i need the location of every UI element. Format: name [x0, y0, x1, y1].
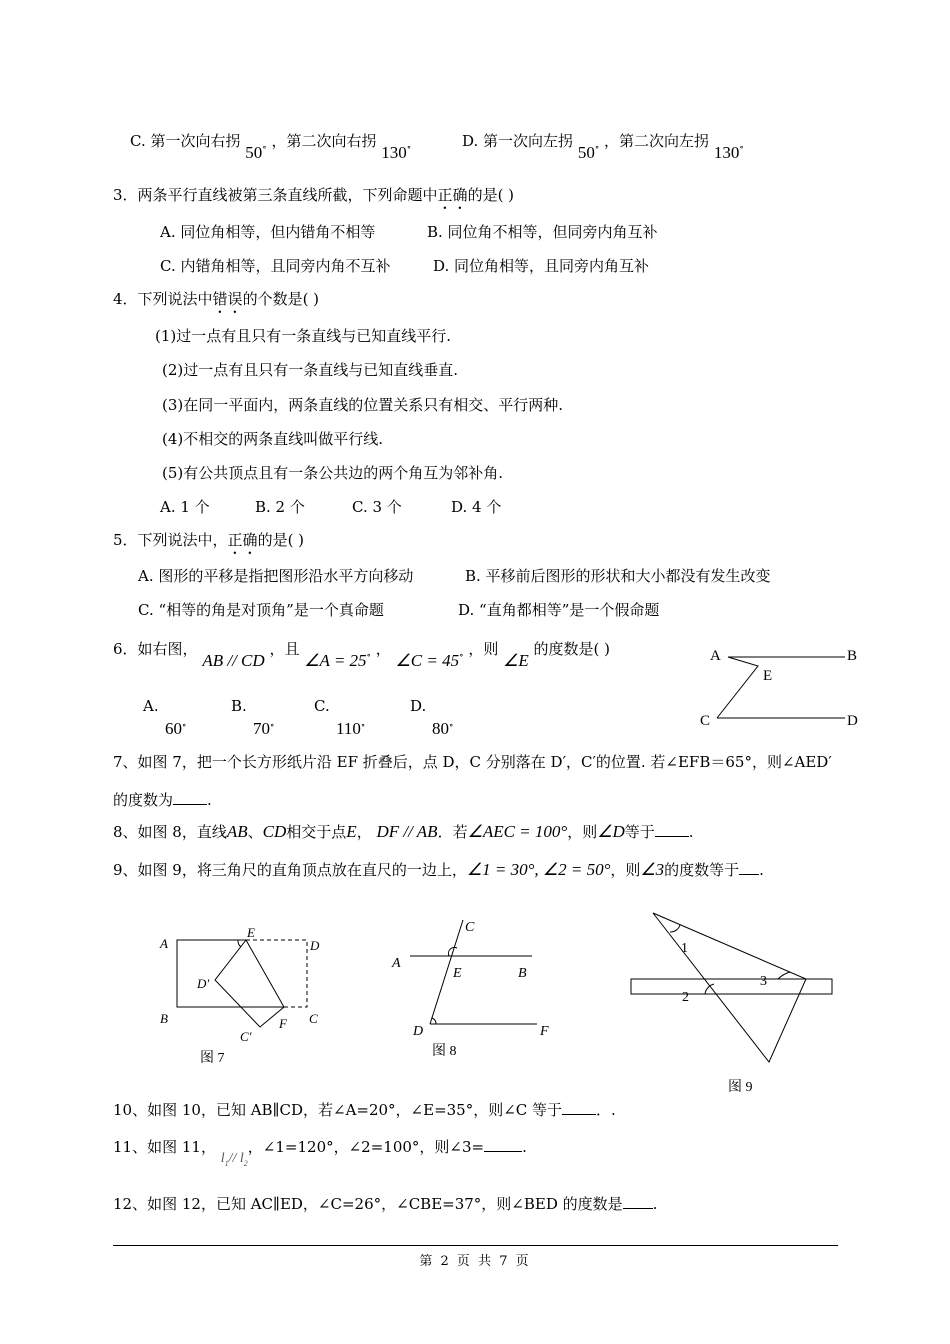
- figure-7: [150, 920, 340, 1070]
- q7-line2: 的度数为 .: [113, 791, 212, 809]
- q2-option-c-mid: ，第二次向右拐: [271, 132, 377, 150]
- q6-label-d: D: [847, 713, 858, 729]
- q12-answer-blank[interactable]: [623, 1194, 653, 1209]
- fig9-label-3: 3: [760, 974, 767, 989]
- fig8-label-a: A: [392, 956, 401, 971]
- fig8-label-c: C: [465, 920, 475, 935]
- fig7-label-b: B: [160, 1011, 168, 1026]
- figure-9: [620, 905, 845, 1100]
- q9-stem: 9、如图 9，将三角尺的直角顶点放在直尺的一边上，∠1 = 30°, ∠2 = 50°，则∠3的度数等于 .: [113, 860, 764, 879]
- q11-stem: 11、如图 11， $l_1//$ $l_2$，∠1=120°，∠2=100°，则∠3= .: [113, 1138, 527, 1168]
- fig8-label-e: E: [453, 966, 462, 981]
- figure-8: [385, 912, 570, 1062]
- q4-item-3: (3)在同一平面内，两条直线的位置关系只有相交、平行两种.: [162, 396, 564, 414]
- q2-option-c: C. 第一次向右拐 50∘ ，第二次向右拐 130∘: [130, 132, 412, 162]
- q5-option-d: D. “直角都相等”是一个假命题: [458, 601, 660, 619]
- q5-option-c: C. “相等的角是对顶角”是一个真命题: [138, 601, 384, 619]
- q4-option-a: A. 1 个: [160, 498, 210, 516]
- q6-option-b: B. 70∘: [231, 697, 275, 738]
- q3-option-b: B. 同位角不相等，但同旁内角互补: [427, 223, 658, 241]
- q10-answer-blank[interactable]: [562, 1100, 596, 1115]
- q4-option-c: C. 3 个: [352, 498, 402, 516]
- fig7-label-d: D: [310, 938, 320, 953]
- q6-option-d: D. 80∘: [410, 697, 454, 738]
- fig7-label-cprime: C′: [240, 1029, 252, 1044]
- fig7-label-e: E: [247, 925, 255, 940]
- q7-answer-blank[interactable]: [173, 790, 207, 805]
- q2-c-value1: 50: [245, 143, 263, 162]
- fig7-label-dprime: D′: [197, 976, 210, 991]
- q11-answer-blank[interactable]: [484, 1137, 522, 1152]
- q2-c-value2: 130: [381, 143, 407, 162]
- q10-stem: 10、如图 10，已知 AB∥CD，若∠A=20°，∠E=35°，则∠C 等于 ．.: [113, 1101, 616, 1119]
- q11-math-l1: $l_1//$ $l_2$: [220, 1151, 248, 1168]
- fig8-label-f: F: [540, 1024, 549, 1039]
- q6-stem: 6．如右图， AB // CD ，且 ∠A = 25∘ ， ∠C = 45∘ ，则 ∠E 的度数是( ): [113, 640, 610, 670]
- q6-label-a: A: [710, 648, 721, 664]
- q3-option-d: D. 同位角相等，且同旁内角互补: [433, 257, 650, 275]
- q2-d-value1: 50: [577, 143, 595, 162]
- q4-item-2: (2)过一点有且只有一条直线与已知直线垂直.: [162, 361, 459, 379]
- q4-option-d: D. 4 个: [451, 498, 502, 516]
- q12-stem: 12、如图 12，已知 AC∥ED，∠C=26°，∠CBE=37°，则∠BED 的度数是 .: [113, 1195, 658, 1213]
- q2-option-c-text: C. 第一次向右拐: [130, 132, 241, 150]
- q3-option-c: C. 内错角相等，且同旁内角不互补: [160, 257, 391, 275]
- q7-line1: 7、如图 7，把一个长方形纸片沿 EF 折叠后，点 D，C 分别落在 D′，C′的位置. 若∠EFB＝65°，则∠AED′: [113, 753, 832, 771]
- q3-emphasis: 正确: [437, 186, 468, 204]
- footer-rule: [113, 1245, 838, 1246]
- q6-option-a: A. 60∘: [143, 697, 187, 738]
- q6-option-c: C. 110∘: [314, 697, 366, 738]
- q8-answer-blank[interactable]: [655, 822, 689, 837]
- fig8-label-d: D: [413, 1024, 424, 1039]
- q2-option-d-mid: ，第二次向左拐: [604, 132, 710, 150]
- q2-option-d: D. 第一次向左拐 50∘ ，第二次向左拐 130∘: [462, 132, 744, 162]
- q2-d-value2: 130: [713, 143, 740, 162]
- q9-answer-blank[interactable]: [739, 860, 759, 875]
- fig9-label-1: 1: [681, 941, 688, 956]
- q6-math-angle-e: ∠E: [503, 651, 529, 670]
- fig7-label-a: A: [160, 936, 168, 951]
- fig8-caption: 图 8: [432, 1044, 457, 1059]
- fig9-caption: 图 9: [728, 1080, 753, 1095]
- q6-math-angle-c: ∠C = 45: [395, 651, 460, 670]
- q6-math-parallel: AB // CD: [202, 651, 265, 670]
- q3-option-a: A. 同位角相等，但内错角不相等: [160, 223, 376, 241]
- fig8-label-b: B: [518, 966, 527, 981]
- q4-item-1: (1)过一点有且只有一条直线与已知直线平行.: [155, 327, 452, 345]
- q5-option-a: A. 图形的平移是指把图形沿水平方向移动: [138, 567, 414, 585]
- q4-item-5: (5)有公共顶点且有一条公共边的两个角互为邻补角.: [162, 464, 504, 482]
- q5-option-b: B. 平移前后图形的形状和大小都没有发生改变: [465, 567, 771, 585]
- q8-stem: 8、如图 8，直线AB、CD相交于点E， DF // AB．若∠AEC = 100°，则∠D等于 .: [113, 822, 694, 841]
- fig9-label-2: 2: [682, 990, 689, 1005]
- q6-figure: [700, 640, 870, 735]
- q4-item-4: (4)不相交的两条直线叫做平行线.: [162, 430, 384, 448]
- q6-label-b: B: [847, 648, 858, 664]
- q6-label-c: C: [700, 713, 711, 729]
- q6-label-e: E: [763, 668, 773, 684]
- q2-option-d-text: D. 第一次向左拐: [462, 132, 574, 150]
- q4-stem: 4．下列说法中错误的个数是( ): [113, 290, 320, 308]
- q4-option-b: B. 2 个: [255, 498, 305, 516]
- q5-emphasis: 正确: [227, 531, 258, 549]
- q5-stem: 5．下列说法中，正确的是( ): [113, 531, 305, 549]
- page-footer: 第 2 页 共 7 页: [419, 1254, 531, 1269]
- fig7-caption: 图 7: [200, 1051, 225, 1066]
- q3-stem: 3．两条平行直线被第三条直线所截，下列命题中正确的是( ): [113, 186, 515, 204]
- fig7-label-c: C: [309, 1011, 318, 1026]
- fig7-label-f: F: [279, 1016, 287, 1031]
- q6-math-angle-a: ∠A = 25: [304, 651, 367, 670]
- q4-emphasis: 错误: [212, 290, 243, 308]
